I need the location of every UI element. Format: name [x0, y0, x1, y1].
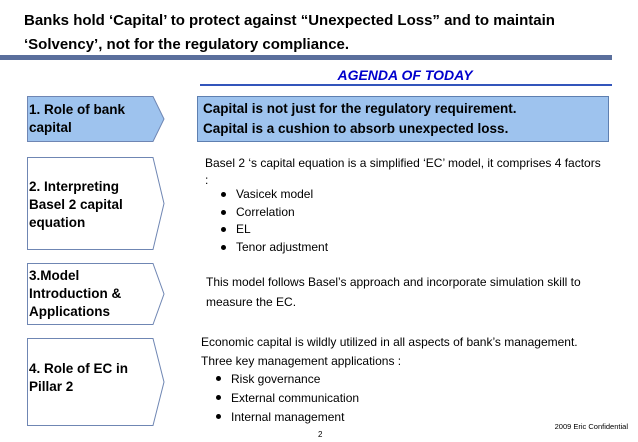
title-line-1: Banks hold ‘Capital’ to protect against “Unexpected Loss” and to maintain [24, 12, 555, 29]
ec-description: Economic capital is wildly utilized in all aspects of bank’s management. Three key management applications : [201, 335, 578, 368]
tab-label: 3.Model Introduction & Applications [29, 268, 122, 319]
basel-factor-list [221, 186, 328, 256]
capital-highlight-box [197, 96, 609, 142]
agenda-underline [200, 84, 612, 86]
basel-intro: Basel 2 ‘s capital equation is a simplified ‘EC’ model, it comprises 4 factors : [205, 156, 601, 187]
list-item: EL [221, 221, 328, 239]
title-line-2: ‘Solvency’, not for the regulatory compliance. [24, 36, 350, 53]
tab-label: 2. Interpreting Basel 2 capital equation [29, 179, 123, 230]
ec-application-list [216, 370, 359, 427]
tab-label: 1. Role of bank capital [29, 102, 126, 135]
list-item: Tenor adjustment [221, 239, 328, 257]
footer-confidential: 2009 Eric Confidential [554, 422, 628, 431]
title-divider [0, 55, 612, 60]
agenda-tab-role-of-ec-pillar-2[interactable] [27, 338, 165, 426]
list-item: External communication [216, 389, 359, 408]
agenda-tab-role-of-bank-capital[interactable] [27, 96, 165, 142]
agenda-heading: AGENDA OF TODAY [337, 67, 473, 83]
agenda-tab-model-introduction[interactable] [27, 263, 165, 325]
highlight-line-1: Capital is not just for the regulatory requirement. [203, 101, 517, 116]
list-item: Risk governance [216, 370, 359, 389]
slide-title [24, 9, 614, 57]
list-item: Correlation [221, 204, 328, 222]
list-item: Internal management [216, 408, 359, 427]
list-item: Vasicek model [221, 186, 328, 204]
page-number: 2 [318, 430, 323, 439]
tab-label: 4. Role of EC in Pillar 2 [29, 361, 129, 394]
model-description: This model follows Basel’s approach and incorporate simulation skill to measure the EC. [206, 275, 581, 309]
agenda-tab-interpreting-basel-2[interactable] [27, 157, 165, 250]
highlight-line-2: Capital is a cushion to absorb unexpected loss. [203, 121, 509, 136]
